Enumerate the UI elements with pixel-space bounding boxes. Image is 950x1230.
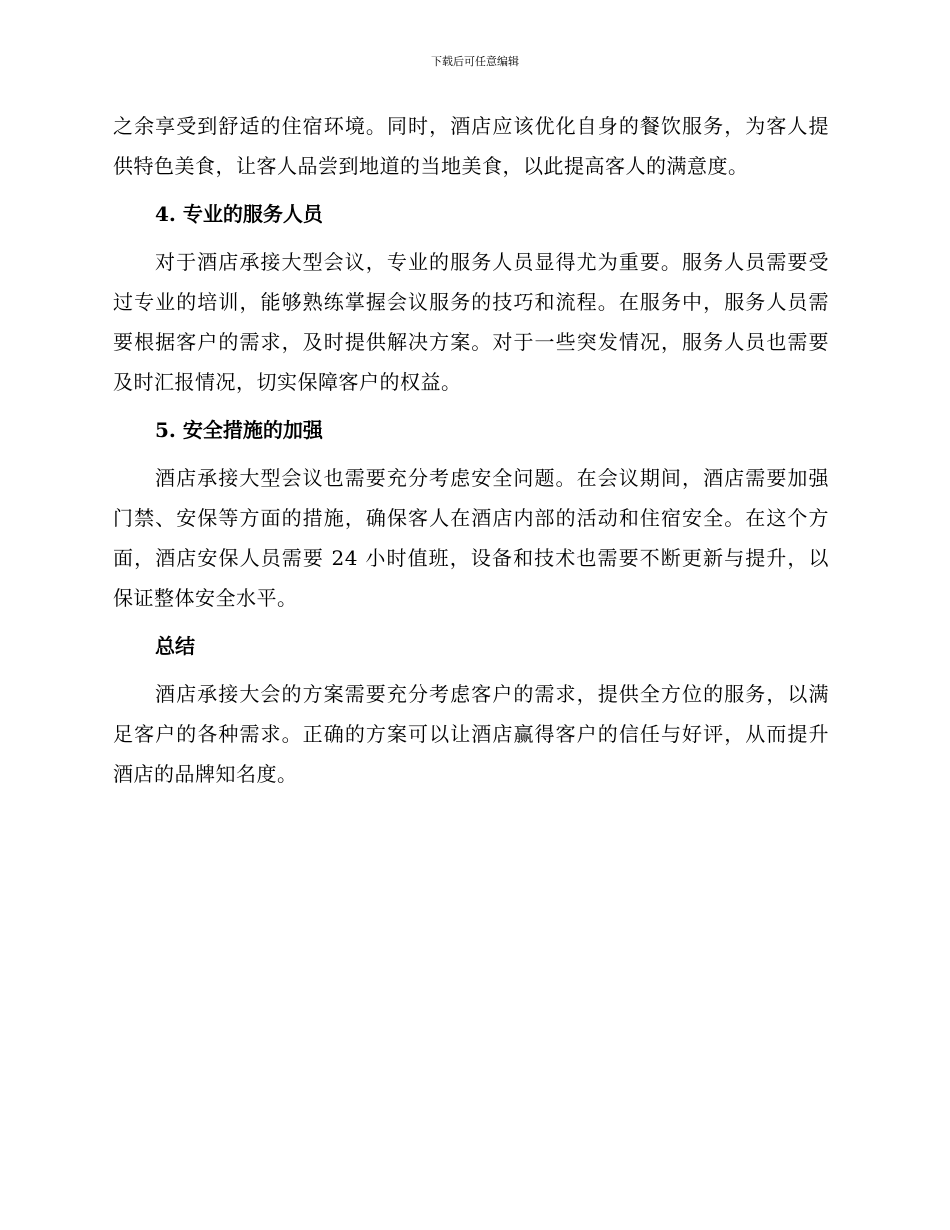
section-heading-summary: 总结 <box>155 634 195 658</box>
header-note: 下载后可任意编辑 <box>431 55 519 68</box>
section-heading-5: 5. 安全措施的加强 <box>155 418 323 442</box>
document-body <box>113 106 829 794</box>
paragraph-security: 酒店承接大型会议也需要充分考虑安全问题。在会议期间，酒店需要加强门禁、安保等方面的措施，确保客人在酒店内部的活动和住宿安全。在这个方面，酒店安保人员需要 24 小时值班，设备和技术也需要不断更新与提升，以保证整体安全水平。 <box>113 466 829 610</box>
paragraph-service-staff: 对于酒店承接大型会议，专业的服务人员显得尤为重要。服务人员需要受过专业的培训，能够熟练掌握会议服务的技巧和流程。在服务中，服务人员需要根据客户的需求，及时提供解决方案。对于一些突发情况，服务人员也需要及时汇报情况，切实保障客户的权益。 <box>113 250 829 394</box>
paragraph-intro: 之余享受到舒适的住宿环境。同时，酒店应该优化自身的餐饮服务，为客人提供特色美食，让客人品尝到地道的当地美食，以此提高客人的满意度。 <box>113 114 829 178</box>
paragraph-summary: 酒店承接大会的方案需要充分考虑客户的需求，提供全方位的服务，以满足客户的各种需求。正确的方案可以让酒店赢得客户的信任与好评，从而提升酒店的品牌知名度。 <box>113 682 829 786</box>
section-heading-4: 4. 专业的服务人员 <box>155 202 323 226</box>
